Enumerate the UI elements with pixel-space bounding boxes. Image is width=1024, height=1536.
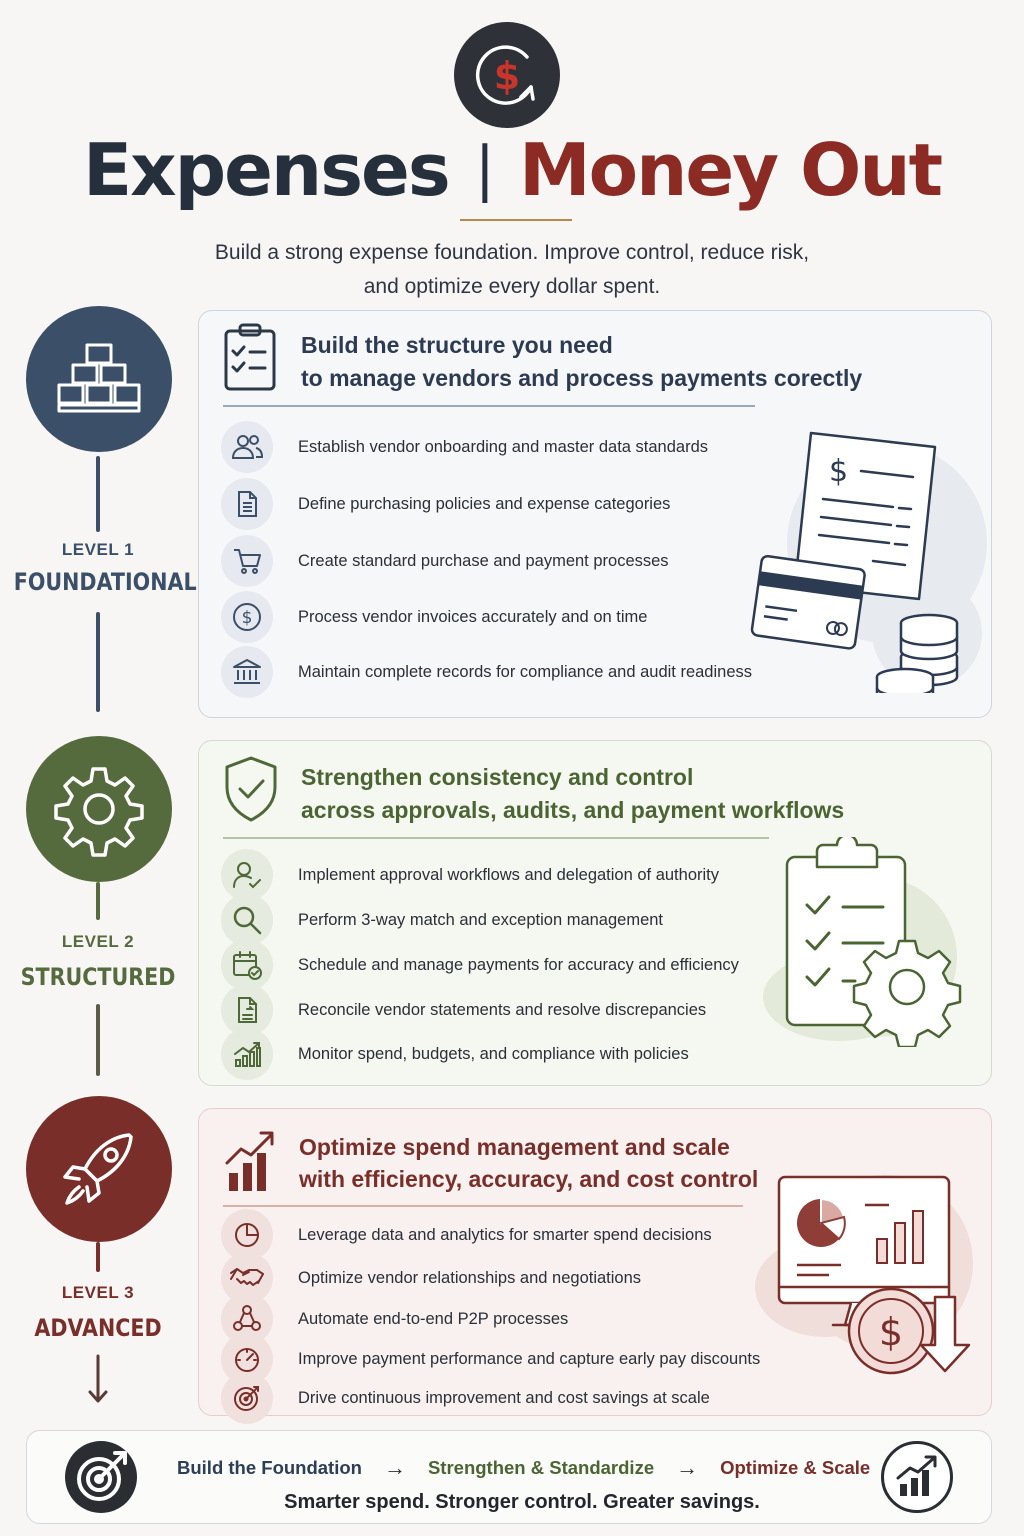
svg-text:$: $ bbox=[829, 454, 849, 489]
svg-text:$: $ bbox=[493, 54, 521, 98]
level-3-connector-top bbox=[96, 1242, 100, 1272]
level-2-circle bbox=[26, 736, 172, 882]
level-1-connector-top bbox=[96, 456, 100, 532]
level-3-heading: Optimize spend management and scale with efficiency, accuracy, and cost control bbox=[299, 1134, 759, 1192]
list-item: Establish vendor onboarding and master data standards bbox=[221, 421, 708, 473]
document-icon bbox=[221, 478, 273, 530]
list-item: Maintain complete records for compliance and audit readiness bbox=[221, 646, 752, 698]
invoice-card-coins-illustration bbox=[747, 423, 987, 693]
level-1-tag: LEVEL 1 bbox=[61, 540, 135, 559]
list-item: Improve payment performance and capture early pay discounts bbox=[221, 1333, 760, 1385]
bank-icon bbox=[221, 646, 273, 698]
level-2-tag: LEVEL 2 bbox=[61, 932, 135, 951]
title-expenses: Expenses bbox=[82, 128, 449, 212]
level-2-connector-bottom bbox=[96, 1004, 100, 1076]
list-item: Implement approval workflows and delegation of authority bbox=[221, 849, 719, 901]
level-3-card bbox=[198, 1108, 992, 1416]
svg-text:$: $ bbox=[878, 1310, 904, 1354]
gear-icon bbox=[51, 761, 147, 857]
list-item: Automate end-to-end P2P processes bbox=[221, 1293, 568, 1345]
list-item: Define purchasing policies and expense categories bbox=[221, 478, 670, 530]
blocks-icon bbox=[51, 331, 147, 427]
down-arrow-icon bbox=[86, 1354, 110, 1404]
list-item: Schedule and manage payments for accuracy and efficiency bbox=[221, 939, 739, 991]
level-2-connector-top bbox=[96, 882, 100, 920]
step-optimize-scale: Optimize & Scale bbox=[720, 1457, 871, 1478]
title-underline bbox=[460, 219, 572, 221]
target-icon bbox=[221, 1372, 273, 1424]
list-item: Drive continuous improvement and cost savings at scale bbox=[221, 1372, 710, 1424]
level-1-circle bbox=[26, 306, 172, 452]
list-item: Optimize vendor relationships and negotiations bbox=[221, 1252, 641, 1304]
list-item: $ Process vendor invoices accurately and on time bbox=[221, 591, 647, 643]
dollar-coin-icon bbox=[221, 591, 273, 643]
level-3-circle bbox=[26, 1096, 172, 1242]
level-1-card bbox=[198, 310, 992, 718]
shield-check-icon bbox=[223, 755, 279, 823]
level-1-heading: Build the structure you need to manage vendors and process payments corectly bbox=[301, 332, 863, 391]
level-2-card bbox=[198, 740, 992, 1086]
growth-chart-icon bbox=[881, 1441, 953, 1513]
level-1-connector-bottom bbox=[96, 612, 100, 712]
progression-steps bbox=[177, 1453, 877, 1483]
monitor-dashboard-coin-illustration bbox=[755, 1167, 987, 1383]
dollar-refresh-icon bbox=[454, 22, 560, 128]
list-item: Leverage data and analytics for smarter spend decisions bbox=[221, 1209, 712, 1261]
checklist-gear-illustration bbox=[759, 837, 979, 1047]
subtitle: Build a strong expense foundation. Improve control, reduce risk, and optimize every dollar spent. bbox=[214, 241, 810, 298]
level-3-heading-rule bbox=[223, 1205, 743, 1207]
list-item: Monitor spend, budgets, and compliance with policies bbox=[221, 1028, 689, 1080]
target-arrow-icon bbox=[65, 1441, 137, 1513]
footer-tagline: Smarter spend. Stronger control. Greater savings. bbox=[284, 1491, 760, 1513]
bar-chart-up-icon bbox=[225, 1127, 277, 1193]
level-2-heading-rule bbox=[223, 837, 769, 839]
rocket-icon bbox=[51, 1121, 147, 1217]
level-2-name: STRUCTURED bbox=[20, 963, 176, 991]
page-title bbox=[0, 128, 1024, 224]
title-separator: | bbox=[474, 134, 493, 204]
list-item: Reconcile vendor statements and resolve discrepancies bbox=[221, 984, 706, 1036]
list-item: Create standard purchase and payment processes bbox=[221, 535, 669, 587]
users-icon bbox=[221, 421, 273, 473]
level-1-heading-rule bbox=[223, 405, 755, 407]
title-money-out: Money Out bbox=[518, 128, 942, 212]
growth-chart-icon bbox=[221, 1028, 273, 1080]
arrow-right-icon: → bbox=[383, 1455, 406, 1480]
step-build-foundation: Build the Foundation bbox=[177, 1457, 362, 1478]
clipboard-check-icon bbox=[223, 323, 277, 393]
cart-icon bbox=[221, 535, 273, 587]
list-item: Perform 3-way match and exception management bbox=[221, 894, 663, 946]
footer-banner bbox=[26, 1430, 992, 1524]
level-3-name: ADVANCED bbox=[34, 1314, 162, 1342]
level-2-heading: Strengthen consistency and control across approvals, audits, and payment workflows bbox=[301, 764, 845, 823]
arrow-right-icon: → bbox=[676, 1455, 699, 1480]
level-1-name: FOUNDATIONAL bbox=[13, 568, 197, 596]
step-strengthen-standardize: Strengthen & Standardize bbox=[427, 1457, 655, 1478]
svg-text:$: $ bbox=[241, 608, 253, 628]
level-3-tag: LEVEL 3 bbox=[61, 1283, 135, 1302]
